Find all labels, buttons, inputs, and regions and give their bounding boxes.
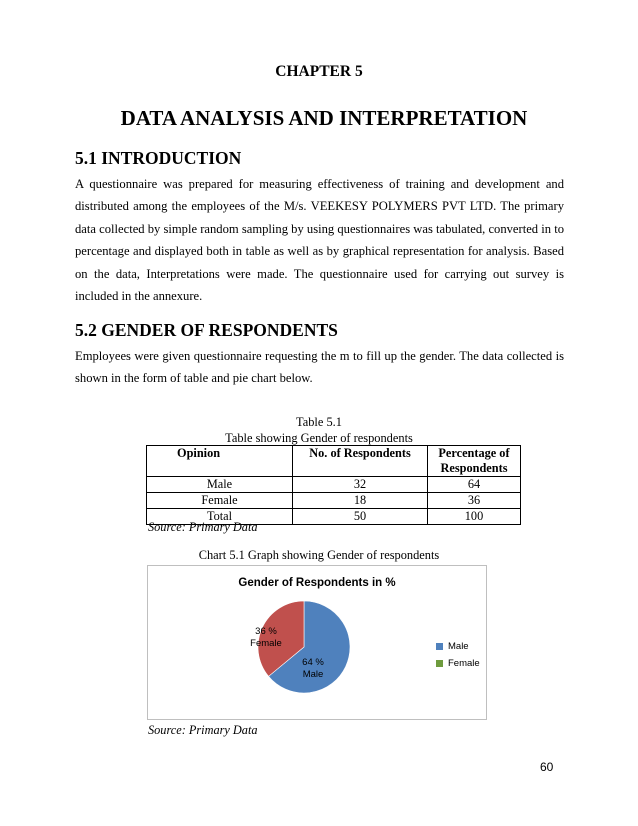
paragraph-line: shown in the form of table and pie chart below. <box>75 371 313 386</box>
gender-table <box>146 445 521 525</box>
header-percentage: Percentage of Respondents <box>428 446 521 477</box>
paragraph-line: percentage and displayed both in table as well as by graphical representation for analysis. Based <box>75 244 564 259</box>
table-cell: 32 <box>293 477 428 493</box>
table-cell: Female <box>147 493 293 509</box>
table-cell: 50 <box>293 509 428 525</box>
legend-item-male <box>436 638 480 655</box>
chart-title: Gender of Respondents in % <box>238 577 396 589</box>
chart-source: Source: Primary Data <box>148 723 258 737</box>
pie-label-name: Male <box>302 669 324 680</box>
table-caption-number: Table 5.1 <box>296 415 342 429</box>
pie-label-pct: 36 % <box>255 626 277 637</box>
paragraph-line: distributed among the employees of the M/s. VEEKESY POLYMERS PVT LTD. The primary <box>75 199 564 214</box>
paragraph-line: included in the annexure. <box>75 289 203 304</box>
paragraph-line: data collected by simple random sampling by using questionnaires was tabulated, converted in to <box>75 221 564 236</box>
legend-item-female <box>436 655 480 672</box>
paragraph-line: on the data, Interpretations were made. The questionnaire used for carrying out survey is <box>75 266 564 281</box>
paragraph-line: Employees were given questionnaire requesting the m to fill up the gender. The data collected is <box>75 349 564 363</box>
chart-legend <box>436 638 480 672</box>
section-heading-introduction: 5.1 INTRODUCTION <box>75 148 242 168</box>
table-source: Source: Primary Data <box>148 520 258 534</box>
chart-caption: Chart 5.1 Graph showing Gender of respondents <box>198 548 440 562</box>
chapter-title: DATA ANALYSIS AND INTERPRETATION <box>120 106 528 130</box>
table-cell: 36 <box>428 493 521 509</box>
legend-swatch <box>436 643 443 650</box>
section-heading-gender: 5.2 GENDER OF RESPONDENTS <box>75 320 338 340</box>
header-opinion: Opinion <box>147 446 293 477</box>
page-number: 60 <box>540 760 554 774</box>
legend-label: Female <box>448 658 480 669</box>
table-row <box>147 477 521 493</box>
table-caption-title: Table showing Gender of respondents <box>225 431 413 445</box>
paragraph-line: A questionnaire was prepared for measuring effectiveness of training and development and <box>75 177 564 191</box>
table-cell: 100 <box>428 509 521 525</box>
chapter-label: CHAPTER 5 <box>275 63 363 80</box>
pie-data-label-male <box>288 657 338 681</box>
table-cell: 64 <box>428 477 521 493</box>
table-cell: Male <box>147 477 293 493</box>
table-cell: 18 <box>293 493 428 509</box>
introduction-paragraph <box>75 173 564 307</box>
header-respondents: No. of Respondents <box>293 446 428 477</box>
gender-paragraph <box>75 345 564 390</box>
table-header-row <box>147 446 521 477</box>
pie-label-pct: 64 % <box>302 657 324 668</box>
legend-label: Male <box>448 641 469 652</box>
table-row <box>147 493 521 509</box>
table-cell: Total <box>147 509 293 525</box>
pie-label-name: Female <box>250 638 282 649</box>
legend-swatch <box>436 660 443 667</box>
pie-data-label-female <box>241 626 291 650</box>
